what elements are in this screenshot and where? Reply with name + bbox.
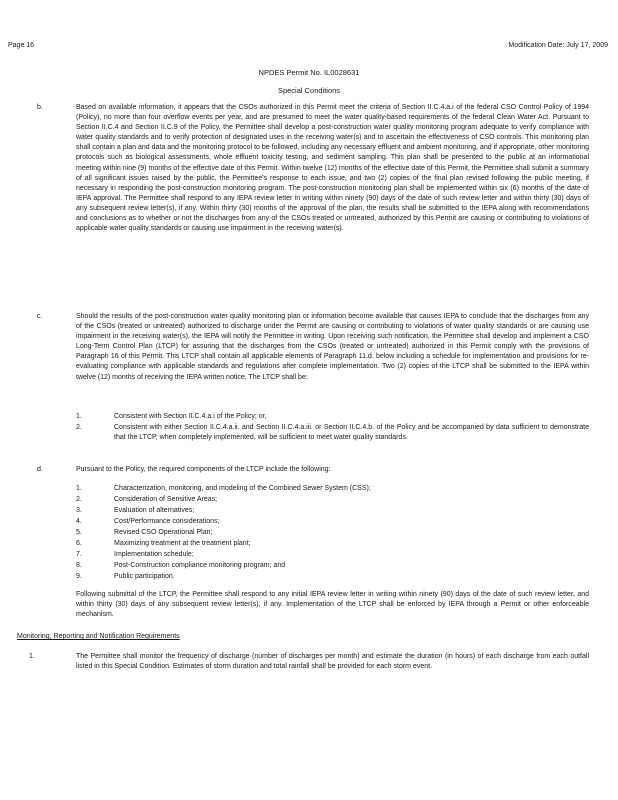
section-heading: Monitoring, Reporting and Notification Requirements [17,633,180,640]
subitem-text: Implementation schedule; [114,551,194,558]
subitem-number: 2. [76,424,82,431]
subitem-text: Consideration of Sensitive Areas; [114,496,218,503]
subitem-text: Consistent with Section II.C.4.a.i of the Policy; or, [114,413,267,420]
subitem-number: 2. [76,496,82,503]
subitem-number: 5. [76,529,82,536]
subitem-text: Consistent with either Section II.C.4.a.ii. and Section II.C.4.a.iii. or Section II.C.4.b. of the Policy and be accompanied by data sufficient to demonstrate that the LTCP, when completely implemented, will be sufficient to meet water quality standards. [114,424,589,442]
subitem-text: Characterization, monitoring, and modeling of the Combined Sewer System (CSS); [114,485,371,492]
section-item-number: 1. [29,653,35,660]
item-c-text: Should the results of the post-construction water quality monitoring plan or information become available that causes IEPA to conclude that the discharges from any of the CSOs (treated or untreated) authorized to discharge under the Permit are causing or contributing to violations of water quality standards or are causing use impairment in the receiving water(s), the IEPA will notify the Permittee in writing. Upon receiving such notification, the Permittee shall develop and implement a CSO Long-Term Control Plan (LTCP) for assuring that the discharges from the CSOs (treated or untreated) authorized in this Permit comply with the provisions of Paragraph 16 of this Permit. This LTCP shall contain all applicable elements of Paragraph 11.d. below including a schedule for implementation and provisions for re-evaluating compliance with applicable standards and regulations after complete implementation. Two (2) copies of the LTCP shall be submitted to the IEPA within twelve (12) months of receiving the IEPA written notice. The LTCP shall be: [76,313,589,381]
subitem-number: 1. [76,485,82,492]
item-b-text: Based on available information, it appears that the CSOs authorized in this Permit meet the criteria of Section II.C.4.a.i of the federal CSO Control Policy of 1994 (Policy), no more than four overflow events per year, and are presumed to meet the water quality-based requirements of the federal Clean Water Act. Pursuant to Section II.C.4 and Section II.C.9 of the Policy, the Permittee shall develop a post-construction water quality monitoring program adequate to verify compliance with water quality standards and to verify protection of designated uses in the receiving water(s) and to ascertain the effectiveness of CSO controls. This monitoring plan shall contain a plan and data and the monitoring protocol to be followed, including any necessary effluent and ambient monitoring, and if appropriate, other monitoring protocols such as biological assessments, whole effluent toxicity testing, and sediment sampling. This plan shall be presented to the public at an informational meeting within nine (9) months of the effective date of this Permit. Within twelve (12) months of the effective date of this Permit, the Permittee shall submit a summary of all significant issues raised by the public, the Permittee's response to each issue, and two (2) copies of the final plan revised following the public meeting, if necessary in responding the post-construction monitoring program. The post-construction monitoring plan shall be implemented within six (6) months of the date of IEPA approval. The Permittee shall respond to any IEPA review letter in writing within ninety (90) days of the date of such review letter and within thirty (30) days of any subsequent review letter(s), if any. Within thirty (30) months of the approval of the plan, the results shall be submitted to the IEPA along with recommendations and conclusions as to whether or not the discharges from any of the CSOs treated or untreated, authorized by this Permit are causing or contributing to violations of applicable water quality standards or causing use impairment in the receiving water(s). [76,104,589,233]
subitem-number: 8. [76,562,82,569]
item-b-letter: b. [37,104,43,111]
subitem-number: 6. [76,540,82,547]
subitem-number: 3. [76,507,82,514]
subitem-text: Cost/Performance considerations; [114,518,220,525]
modification-date: Modification Date: July 17, 2009 [508,42,608,49]
subitem-text: Maximizing treatment at the treatment plant; [114,540,251,547]
subitem-text: Public participation. [114,573,175,580]
item-d-letter: d. [37,466,43,473]
item-c-letter: c. [37,313,43,320]
subitem-number: 1. [76,413,82,420]
section-item-text: The Permittee shall monitor the frequency of discharge (number of discharges per month) and estimate the duration (in hours) of each discharge from each outfall listed in this Special Condition. Estimates of storm duration and total rainfall shall be provided for each storm event. [76,653,589,671]
subitem-text: Post-Construction compliance monitoring program; and [114,562,286,569]
item-d-text: Pursuant to the Policy, the required components of the LTCP include the following: [76,466,331,473]
page-number: Page 16 [8,42,35,49]
document-subtitle: Special Conditions [277,86,341,95]
subitem-text: Evaluation of alternatives; [114,507,195,514]
subitem-number: 9. [76,573,82,580]
item-d-closing-paragraph: Following submittal of the LTCP, the Permittee shall respond to any initial IEPA review letter in writing within ninety (90) days of the date of such review letter, and within thirty (30) days of any subsequent review letter(s), if any. Implementation of the LTCP shall be enforced by IEPA through a Permit or other enforceable mechanism. [76,591,589,619]
document-title: NPDES Permit No. IL0028631 [258,68,360,77]
subitem-number: 4. [76,518,82,525]
subitem-number: 7. [76,551,82,558]
subitem-text: Revised CSO Operational Plan; [114,529,213,536]
